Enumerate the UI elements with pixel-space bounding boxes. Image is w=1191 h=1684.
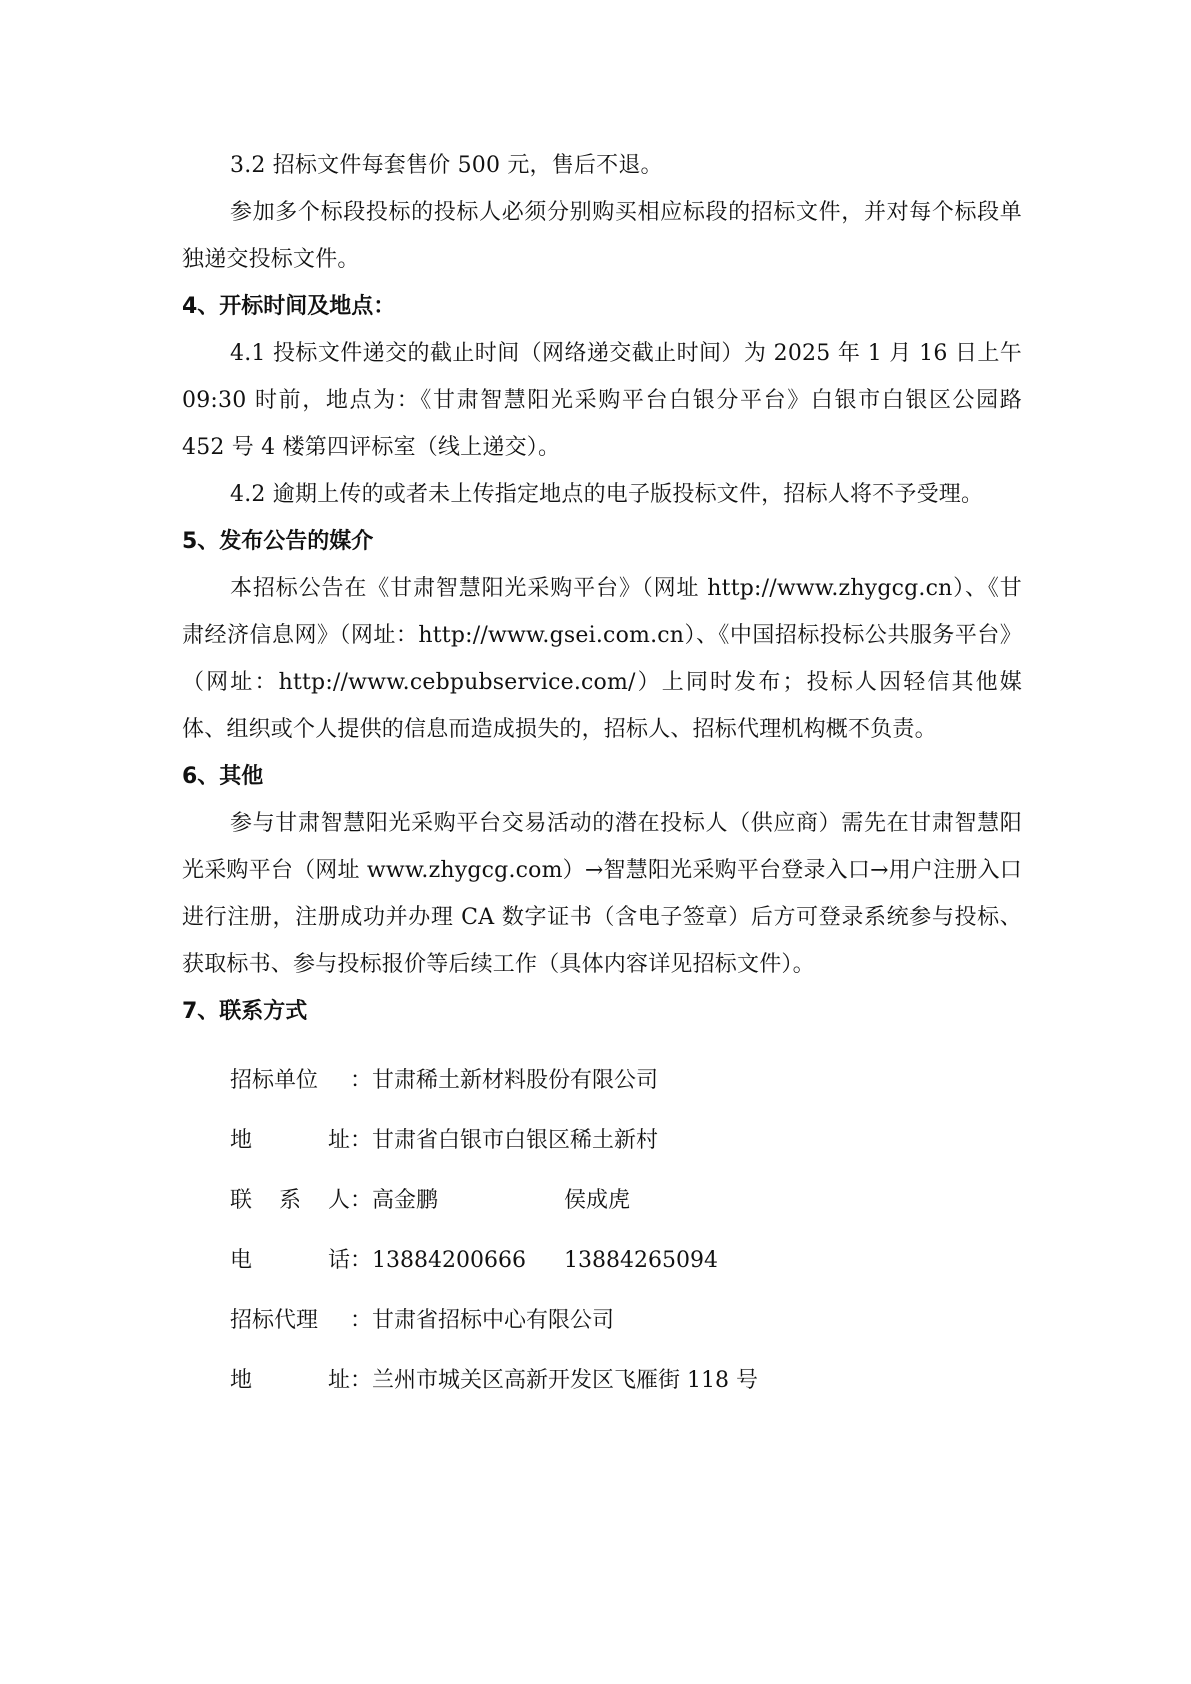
clause-6-other: 参与甘肃智慧阳光采购平台交易活动的潜在投标人（供应商）需先在甘肃智慧阳光采购平台（网址 www.zhygcg.com）→智慧阳光采购平台登录入口→用户注册入口进行注册，注册成功并办理 CA 数字证书（含电子签章）后方可登录系统参与投标、获取标书、参与投标报价等后续工作（具体内容详见招标文件）。 <box>182 811 1022 977</box>
contact-colon: ： <box>350 1248 373 1273</box>
contact-colon: ： <box>350 1368 373 1393</box>
contact-colon: ： <box>350 1068 373 1093</box>
contact-row-agent <box>182 1291 1022 1351</box>
section-heading-4: 4、开标时间及地点： <box>182 294 396 319</box>
clause-4-1: 4.1 投标文件递交的截止时间（网络递交截止时间）为 2025 年 1 月 16 日上午 09:30 时前，地点为：《甘肃智慧阳光采购平台白银分平台》白银市白银区公园路 452 号 4 楼第四评标室（线上递交）。 <box>182 341 1022 460</box>
contact-row-address <box>182 1111 1022 1171</box>
contact-label-phone: 电 话 <box>230 1248 350 1273</box>
contact-value-agent: 甘肃省招标中心有限公司 <box>372 1308 615 1333</box>
contact-value-address: 甘肃省白银市白银区稀土新村 <box>372 1128 659 1153</box>
contact-row-agent-address <box>182 1351 1022 1411</box>
clause-3-2: 3.2 招标文件每套售价 500 元，售后不退。 <box>230 153 663 178</box>
contact-row-phone <box>182 1231 1022 1291</box>
contact-colon: ： <box>350 1308 373 1333</box>
contact-colon: ： <box>350 1188 373 1213</box>
section-heading-6: 6、其他 <box>182 764 264 789</box>
section-heading-7: 7、联系方式 <box>182 999 308 1024</box>
contact-value-agent-address: 兰州市城关区高新开发区飞雁街 118 号 <box>372 1368 758 1393</box>
contact-label-agent-address: 地 址 <box>230 1368 350 1393</box>
section-heading-5: 5、发布公告的媒介 <box>182 529 374 554</box>
contact-value-person-2: 侯成虎 <box>564 1188 631 1213</box>
contact-value-phone-1: 13884200666 <box>372 1248 526 1273</box>
contact-value-person-1: 高金鹏 <box>372 1188 439 1213</box>
contact-row-unit <box>182 1051 1022 1111</box>
clause-3-2-multi-lot: 参加多个标段投标的投标人必须分别购买相应标段的招标文件，并对每个标段单独递交投标文件。 <box>182 200 1022 272</box>
contact-row-person <box>182 1171 1022 1231</box>
contact-label-agent: 招标代理 <box>230 1308 319 1333</box>
clause-4-2: 4.2 逾期上传的或者未上传指定地点的电子版投标文件，招标人将不予受理。 <box>230 482 984 507</box>
clause-5-media: 本招标公告在《甘肃智慧阳光采购平台》（网址 http://www.zhygcg.cn）、《甘肃经济信息网》（网址：http://www.gsei.com.cn）、《中国招标投标公共服务平台》（网址：http://www.cebpubservice.com/）上同时发布；投标人因轻信其他媒体、组织或个人提供的信息而造成损失的，招标人、招标代理机构概不负责。 <box>182 576 1022 742</box>
contact-value-unit: 甘肃稀土新材料股份有限公司 <box>372 1068 659 1093</box>
contact-label-address: 地 址 <box>230 1128 350 1153</box>
document-body <box>182 142 1022 1411</box>
contact-colon: ： <box>350 1128 373 1153</box>
contact-block <box>182 1051 1022 1411</box>
contact-label-person: 联 系 人 <box>230 1188 350 1213</box>
contact-value-phone-2: 13884265094 <box>564 1248 718 1273</box>
contact-label-unit: 招标单位 <box>230 1068 319 1093</box>
